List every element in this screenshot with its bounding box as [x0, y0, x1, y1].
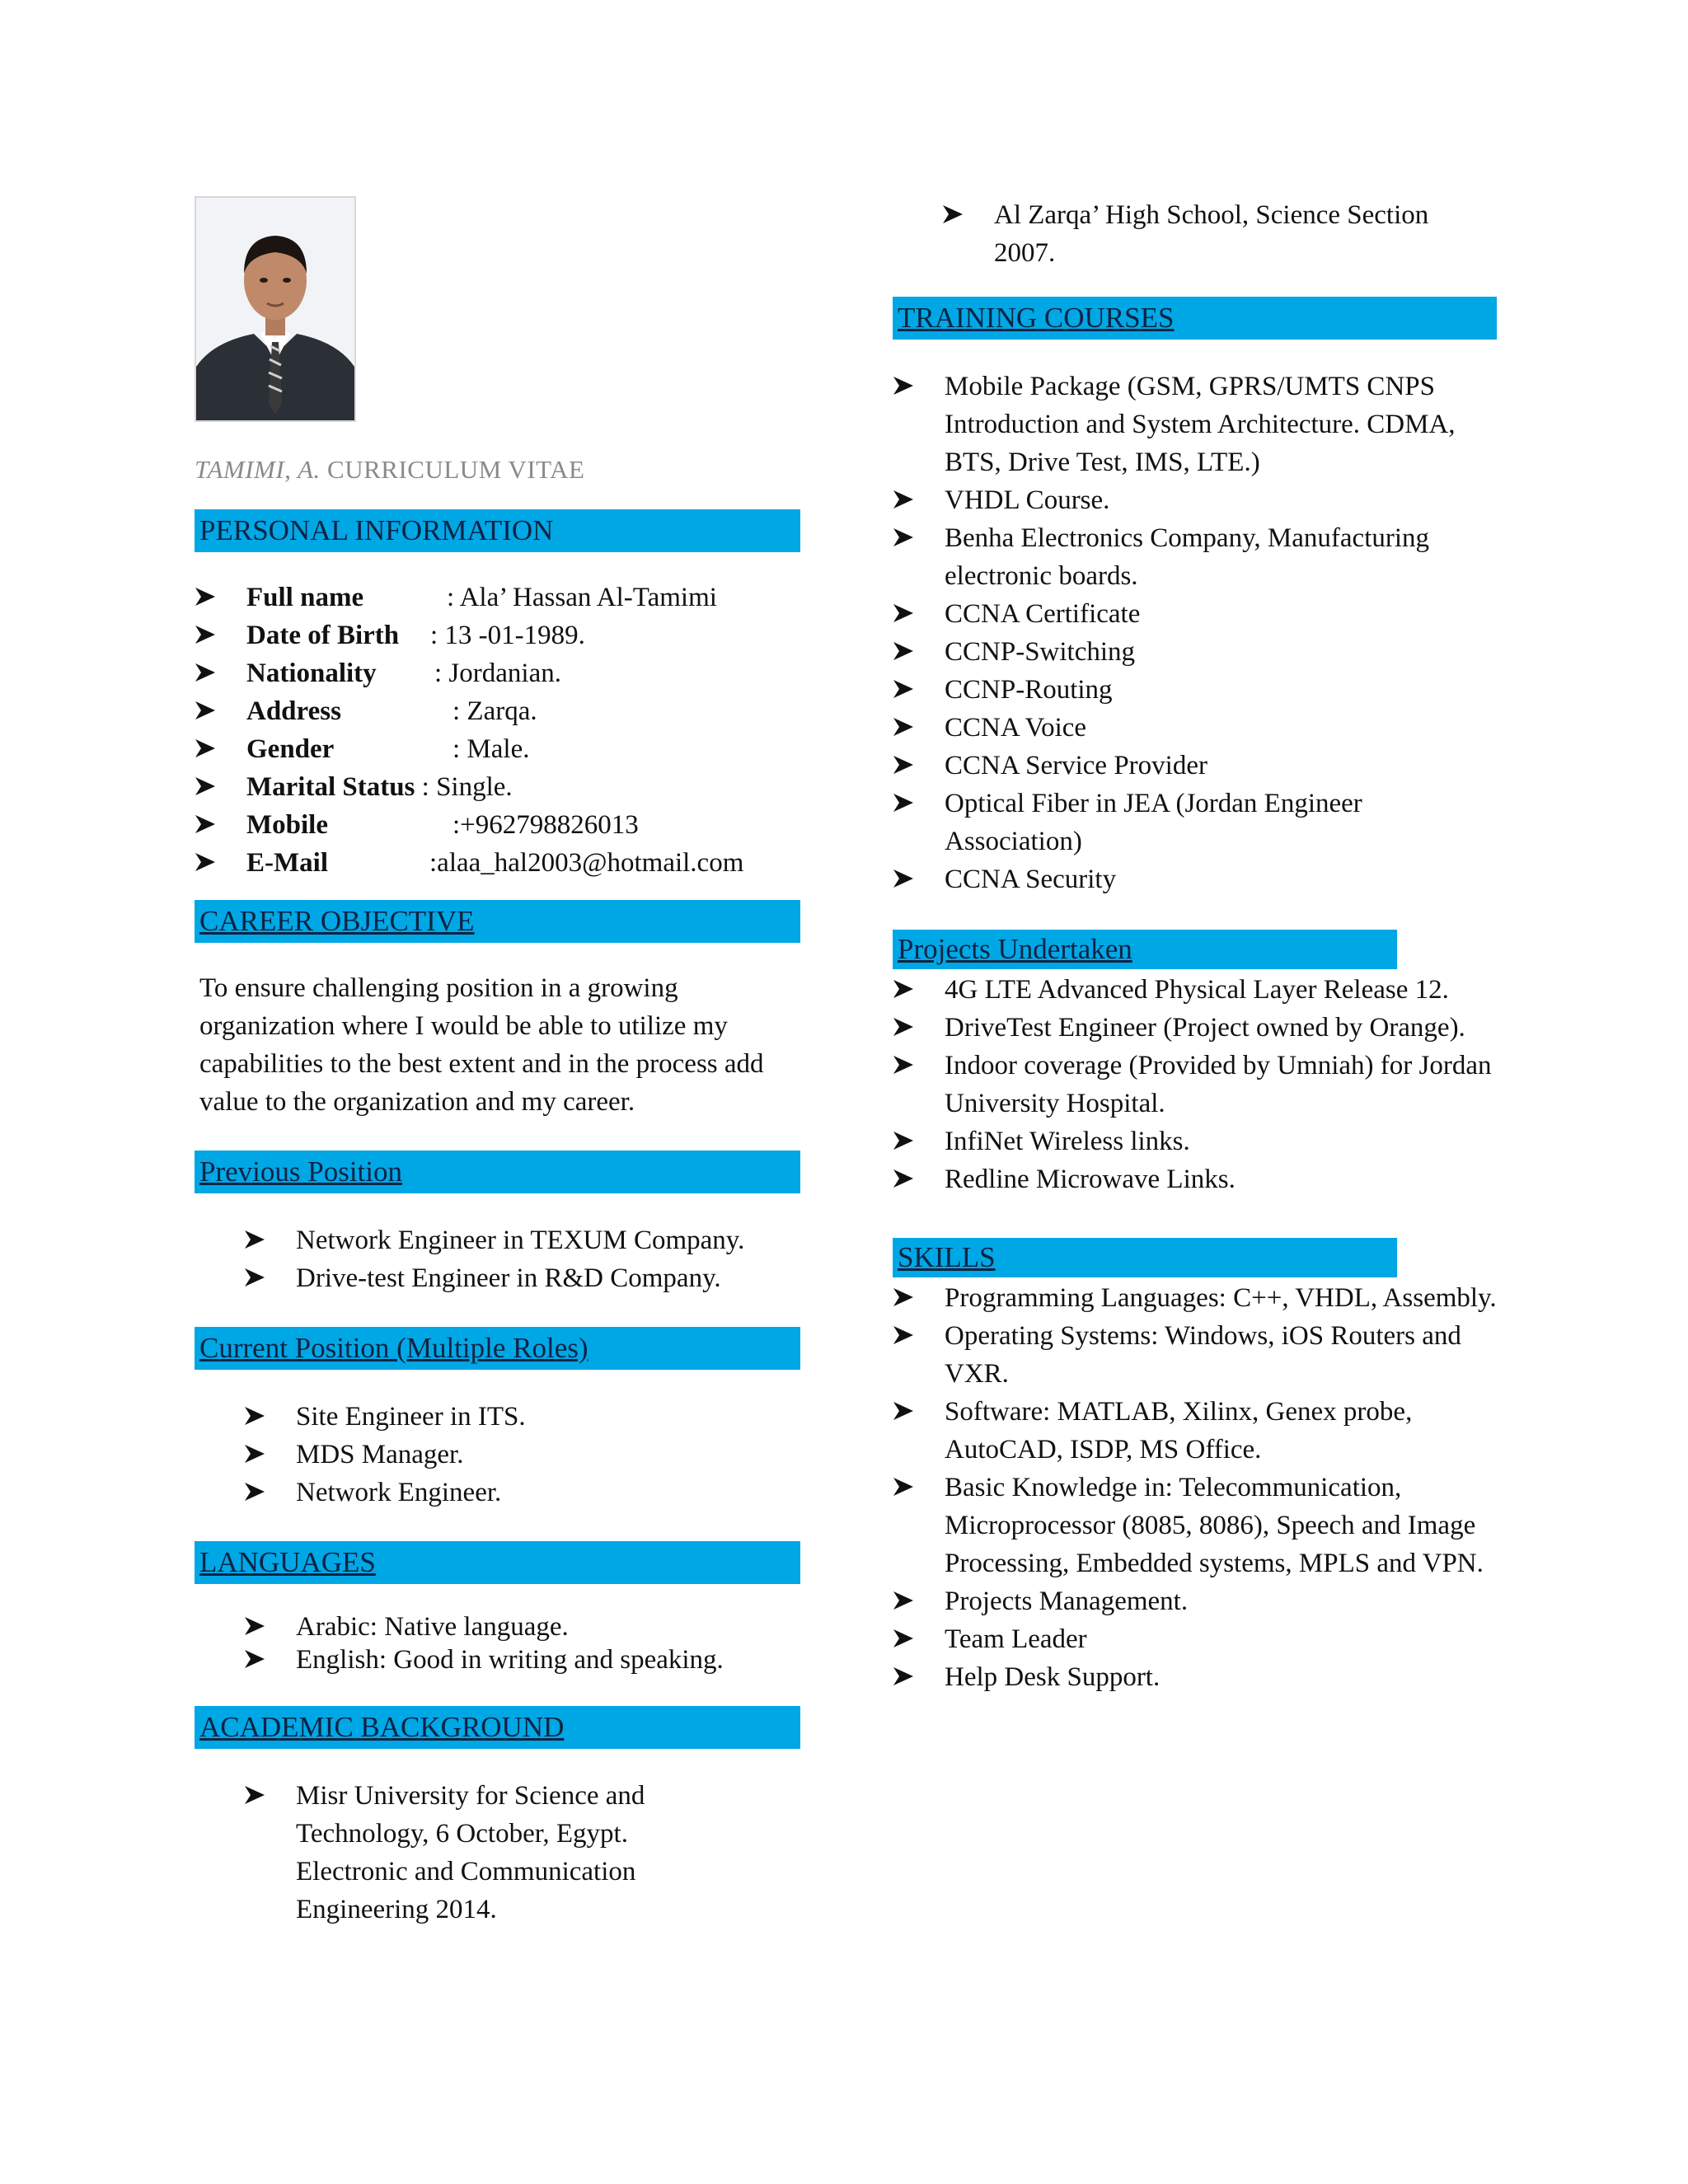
right-column [893, 196, 1503, 1696]
list-item [893, 860, 1503, 898]
arrow-bullet-icon [893, 792, 914, 813]
field-value: : Single. [421, 772, 513, 802]
item-text: Misr University for Science and Technology, 6 October, Egypt. Electronic and Communication Engineering 2014. [296, 1781, 645, 1924]
left-column [195, 196, 800, 1929]
list-item [893, 1279, 1503, 1317]
arrow-bullet-icon [195, 851, 216, 873]
list-item [893, 1469, 1503, 1582]
arrow-bullet-icon [195, 624, 216, 645]
item-text: Optical Fiber in JEA (Jordan Engineer Association) [945, 789, 1362, 856]
arrow-bullet-icon [893, 1130, 914, 1151]
item-text: Mobile Package (GSM, GPRS/UMTS CNPS Introduction and System Architecture. CDMA, BTS, Drive Test, IMS, LTE.) [945, 372, 1456, 477]
profile-photo [195, 196, 356, 422]
list-item [893, 671, 1503, 709]
section-heading: Projects Undertaken [898, 933, 1132, 965]
item-text: Arabic: Native language. [296, 1612, 569, 1642]
previous-position-list [195, 1221, 800, 1297]
item-text: DriveTest Engineer (Project owned by Orange). [945, 1013, 1465, 1043]
item-text: Software: MATLAB, Xilinx, Genex probe, AutoCAD, ISDP, MS Office. [945, 1397, 1413, 1465]
arrow-bullet-icon [244, 1784, 265, 1806]
item-text: English: Good in writing and speaking. [296, 1645, 724, 1675]
item-text: Site Engineer in ITS. [296, 1402, 526, 1432]
list-item [893, 1317, 1503, 1393]
item-text: Help Desk Support. [945, 1662, 1160, 1692]
section-heading: SKILLS [898, 1241, 996, 1273]
item-text: Programming Languages: C++, VHDL, Assembly. [945, 1283, 1497, 1313]
arrow-bullet-icon [244, 1405, 265, 1427]
list-item [195, 844, 800, 882]
field-label: Gender [246, 734, 335, 764]
list-item [893, 709, 1503, 747]
arrow-bullet-icon [893, 978, 914, 1000]
list-item [195, 616, 800, 654]
list-item [244, 1474, 800, 1511]
portrait-icon [196, 198, 354, 420]
field-label: Nationality [246, 658, 377, 688]
section-heading: TRAINING COURSES [898, 302, 1175, 334]
field-label: Marital Status [246, 772, 415, 802]
item-text: MDS Manager. [296, 1440, 464, 1469]
arrow-bullet-icon [893, 868, 914, 889]
field-value: : Male. [452, 734, 530, 764]
arrow-bullet-icon [244, 1443, 265, 1465]
section-career-objective [195, 900, 800, 943]
list-item [244, 1436, 800, 1474]
list-item [893, 747, 1503, 785]
list-item [244, 1610, 800, 1643]
list-item [195, 692, 800, 730]
field-value: : Jordanian. [434, 658, 561, 688]
arrow-bullet-icon [244, 1481, 265, 1502]
field-label: Date of Birth [246, 621, 400, 650]
item-text: Projects Management. [945, 1586, 1189, 1616]
list-item [244, 1777, 673, 1929]
arrow-bullet-icon [893, 1476, 914, 1497]
list-item [195, 579, 800, 616]
section-personal-information [195, 509, 800, 552]
training-list [893, 368, 1503, 898]
list-item [893, 1009, 1503, 1047]
cv-title [195, 455, 800, 485]
list-item [893, 595, 1503, 633]
arrow-bullet-icon [893, 1628, 914, 1649]
arrow-bullet-icon [195, 776, 216, 797]
cv-title-text: CURRICULUM VITAE [327, 455, 585, 484]
field-label: Full name [246, 583, 364, 612]
list-item [893, 1160, 1503, 1198]
arrow-bullet-icon [893, 1400, 914, 1422]
field-value: : Ala’ Hassan Al-Tamimi [447, 583, 717, 612]
list-item [195, 768, 800, 806]
personal-info-list [195, 579, 800, 882]
field-value: :alaa_hal2003@hotmail.com [429, 848, 744, 878]
list-item [893, 633, 1503, 671]
list-item [893, 1658, 1503, 1696]
item-text: CCNA Certificate [945, 599, 1141, 629]
list-item [893, 368, 1503, 481]
skills-list [893, 1279, 1503, 1696]
list-item [893, 1620, 1503, 1658]
arrow-bullet-icon [893, 527, 914, 548]
field-label: Mobile [246, 810, 328, 840]
arrow-bullet-icon [244, 1229, 265, 1250]
arrow-bullet-icon [893, 1666, 914, 1687]
arrow-bullet-icon [195, 662, 216, 683]
item-text: InfiNet Wireless links. [945, 1127, 1190, 1156]
item-text: Basic Knowledge in: Telecommunication, Microprocessor (8085, 8086), Speech and Image Processing, Embedded systems, MPLS and VPN. [945, 1473, 1484, 1578]
list-item [244, 1398, 800, 1436]
field-value: : 13 -01-1989. [430, 621, 585, 650]
career-objective-text: To ensure challenging position in a growing organization where I would be able to utilize my capabilities to the best extent and in the process add value to the organization and my career. [199, 973, 764, 1117]
item-text: CCNP-Switching [945, 637, 1136, 667]
arrow-bullet-icon [195, 586, 216, 607]
item-text: CCNA Voice [945, 713, 1087, 743]
arrow-bullet-icon [893, 716, 914, 738]
field-value: :+962798826013 [452, 810, 639, 840]
section-heading: ACADEMIC BACKGROUND [199, 1711, 565, 1743]
arrow-bullet-icon [893, 1016, 914, 1038]
item-text: Drive-test Engineer in R&D Company. [296, 1263, 721, 1293]
item-text: 4G LTE Advanced Physical Layer Release 12. [945, 975, 1449, 1005]
item-text: CCNA Service Provider [945, 751, 1207, 780]
section-heading: Current Position (Multiple Roles) [199, 1332, 588, 1364]
list-item [893, 785, 1503, 860]
academic-list [195, 1777, 673, 1929]
current-position-list [195, 1398, 800, 1511]
list-item [893, 1582, 1503, 1620]
item-text: Indoor coverage (Provided by Umniah) for Jordan University Hospital. [945, 1051, 1492, 1118]
list-item [244, 1259, 800, 1297]
list-item [893, 1122, 1503, 1160]
item-text: Operating Systems: Windows, iOS Routers and VXR. [945, 1321, 1461, 1389]
list-item [195, 654, 800, 692]
list-item [195, 730, 800, 768]
item-text: CCNA Security [945, 865, 1117, 894]
arrow-bullet-icon [195, 813, 216, 835]
arrow-bullet-icon [893, 1324, 914, 1346]
field-label: Address [246, 696, 341, 726]
list-item [244, 1221, 800, 1259]
languages-list [195, 1610, 800, 1676]
item-text: Network Engineer. [296, 1478, 502, 1507]
section-projects-undertaken [893, 930, 1397, 969]
section-training-courses [893, 297, 1497, 340]
arrow-bullet-icon [893, 375, 914, 396]
list-item [893, 481, 1503, 519]
arrow-bullet-icon [942, 204, 964, 225]
item-text: Network Engineer in TEXUM Company. [296, 1226, 745, 1255]
item-text: Benha Electronics Company, Manufacturing electronic boards. [945, 523, 1430, 591]
arrow-bullet-icon [893, 1286, 914, 1308]
item-text: VHDL Course. [945, 485, 1110, 515]
list-item [893, 1047, 1503, 1122]
section-heading: Previous Position [199, 1155, 403, 1188]
arrow-bullet-icon [244, 1615, 265, 1637]
arrow-bullet-icon [893, 1168, 914, 1189]
arrow-bullet-icon [195, 700, 216, 721]
academic-list-continued [893, 196, 1470, 272]
list-item [893, 519, 1503, 595]
arrow-bullet-icon [893, 754, 914, 776]
arrow-bullet-icon [893, 678, 914, 700]
arrow-bullet-icon [893, 489, 914, 510]
section-skills [893, 1238, 1397, 1277]
arrow-bullet-icon [893, 640, 914, 662]
list-item [195, 806, 800, 844]
arrow-bullet-icon [195, 738, 216, 759]
list-item [893, 1393, 1503, 1469]
item-text: Redline Microwave Links. [945, 1165, 1236, 1194]
arrow-bullet-icon [244, 1648, 265, 1670]
list-item [942, 196, 1470, 272]
item-text: Team Leader [945, 1624, 1087, 1654]
arrow-bullet-icon [893, 1054, 914, 1076]
arrow-bullet-icon [893, 602, 914, 624]
section-academic-background [195, 1706, 800, 1749]
section-languages [195, 1541, 800, 1584]
list-item [893, 971, 1503, 1009]
section-heading: CAREER OBJECTIVE [199, 905, 475, 937]
projects-list [893, 971, 1503, 1198]
field-label: E-Mail [246, 848, 328, 878]
section-heading: LANGUAGES [199, 1546, 376, 1578]
section-current-position [195, 1327, 800, 1370]
arrow-bullet-icon [244, 1267, 265, 1288]
list-item [244, 1643, 800, 1676]
section-previous-position [195, 1151, 800, 1193]
item-text: Al Zarqa’ High School, Science Section 2007. [994, 200, 1429, 268]
arrow-bullet-icon [893, 1590, 914, 1611]
field-value: : Zarqa. [452, 696, 537, 726]
cv-name: TAMIMI, A. [195, 455, 321, 484]
item-text: CCNP-Routing [945, 675, 1113, 705]
section-heading: PERSONAL INFORMATION [199, 514, 554, 546]
